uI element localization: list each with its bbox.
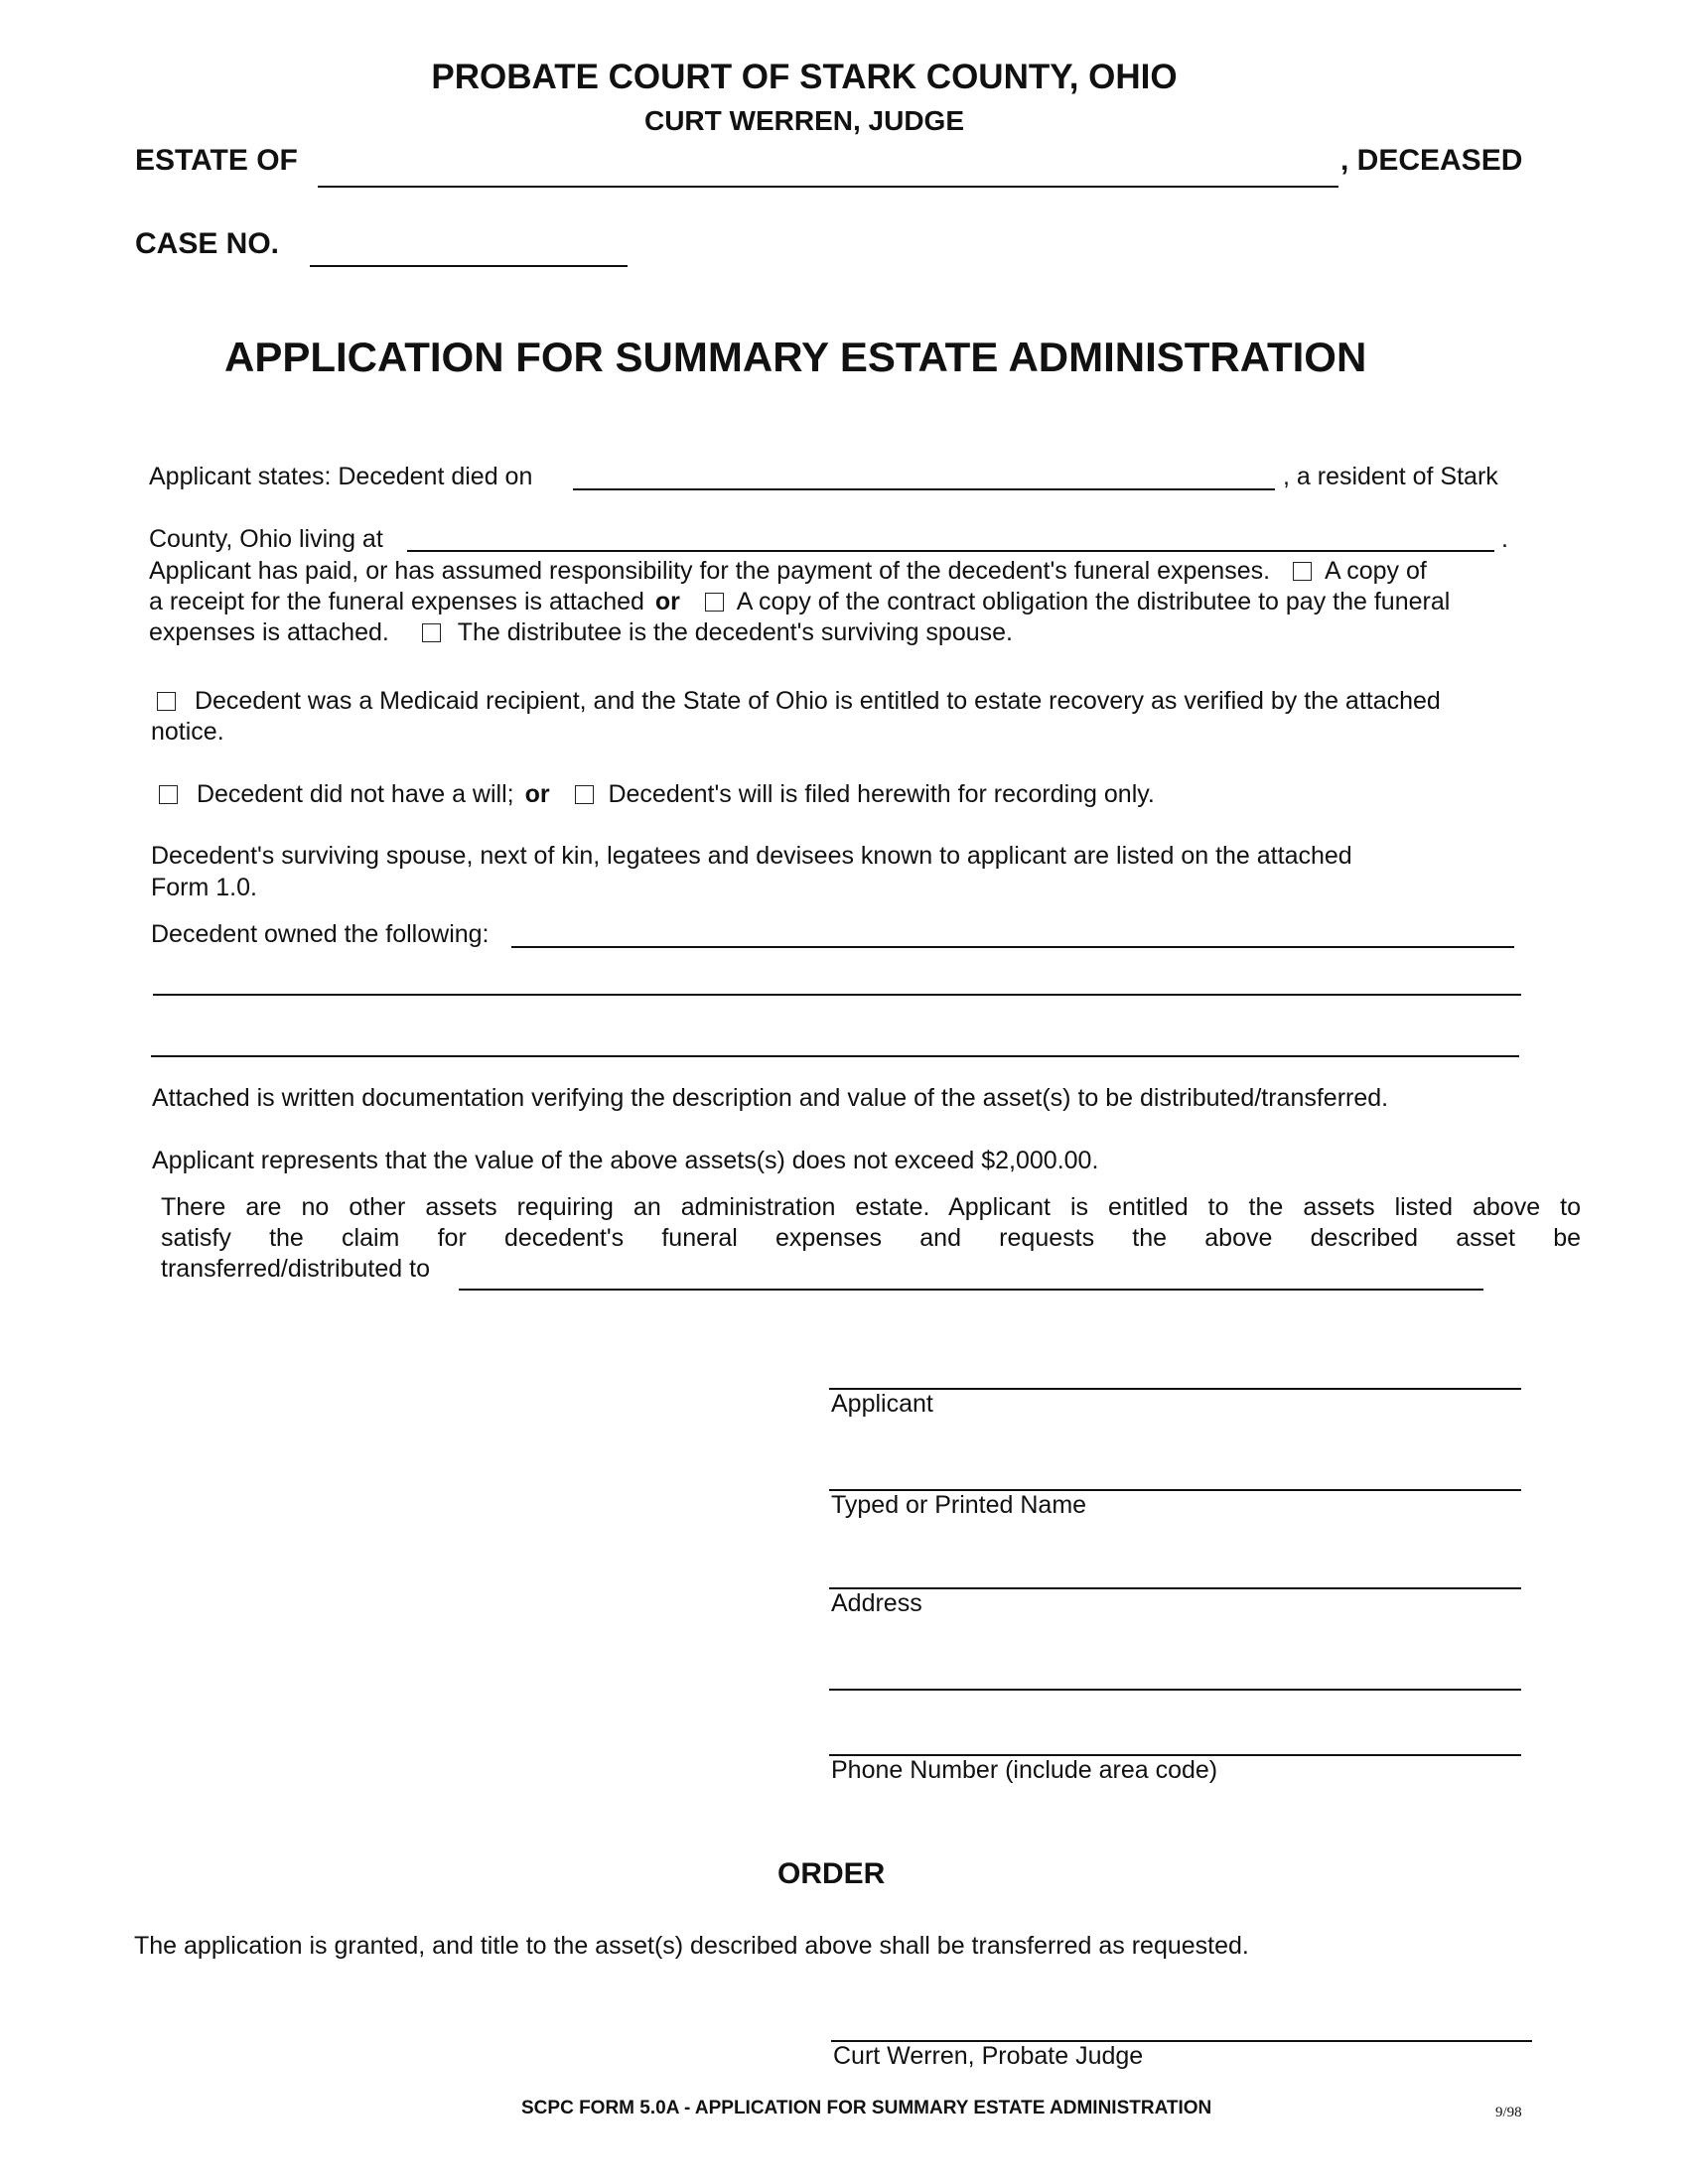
address-line-2[interactable] — [829, 1689, 1521, 1691]
medicaid-checkbox[interactable] — [157, 692, 176, 711]
form-revision: 9/98 — [1495, 2105, 1522, 2120]
applicant-label: Applicant — [831, 1390, 933, 1418]
owned-assets-field-1[interactable] — [511, 946, 1514, 948]
owned-assets-field-2[interactable] — [153, 994, 1521, 996]
estate-of-label: ESTATE OF — [135, 144, 298, 177]
form-footer-label: SCPC FORM 5.0A - APPLICATION FOR SUMMARY ESTATE ADMINISTRATION — [521, 2098, 1212, 2118]
case-no-field[interactable] — [310, 265, 628, 267]
address-line[interactable] — [829, 1587, 1521, 1589]
spouse-checkbox[interactable] — [422, 623, 441, 642]
died-on-label: Applicant states: Decedent died on — [149, 463, 533, 490]
will-filed-label: Decedent's will is filed herewith for recording only. — [608, 780, 1155, 808]
transferred-to-label: transferred/distributed to — [161, 1255, 430, 1283]
documentation-statement: Attached is written documentation verifying the description and value of the asset(s) to be distributed/transferred. — [152, 1084, 1389, 1112]
medicaid-notice: notice. — [151, 718, 224, 746]
no-will-checkbox[interactable] — [159, 785, 178, 804]
printed-name-label: Typed or Printed Name — [831, 1491, 1087, 1519]
living-at-label: County, Ohio living at — [149, 525, 383, 553]
receipt-checkbox[interactable] — [1293, 562, 1312, 581]
no-will-label: Decedent did not have a will; — [196, 780, 514, 808]
will-line — [159, 780, 1155, 809]
funeral-paid-statement: Applicant has paid, or has assumed responsibility for the payment of the decedent's funeral expenses. — [149, 557, 1271, 585]
deceased-label: , DECEASED — [1340, 144, 1523, 177]
kin-form-ref: Form 1.0. — [151, 874, 257, 901]
judge-signature-label: Curt Werren, Probate Judge — [833, 2042, 1144, 2070]
contract-option-label: A copy of the contract obligation the distributee to pay the funeral — [736, 588, 1451, 615]
receipt-line — [149, 588, 1450, 616]
transferee-field[interactable] — [459, 1289, 1483, 1291]
residence-address-field[interactable] — [407, 550, 1494, 552]
expenses-line — [149, 618, 1013, 647]
case-no-label: CASE NO. — [135, 227, 280, 260]
order-text: The application is granted, and title to the asset(s) described above shall be transferred as requested. — [134, 1932, 1249, 1960]
owned-assets-field-3[interactable] — [151, 1055, 1519, 1057]
will-filed-checkbox[interactable] — [575, 785, 594, 804]
court-name: PROBATE COURT OF STARK COUNTY, OHIO — [431, 58, 1178, 96]
order-heading: ORDER — [777, 1857, 886, 1890]
or-word: or — [654, 588, 680, 615]
kin-statement: Decedent's surviving spouse, next of kin, legatees and devisees known to applicant are listed on the attached — [151, 842, 1352, 870]
value-statement: Applicant represents that the value of the above assets(s) does not exceed $2,000.00. — [152, 1147, 1099, 1174]
address-label: Address — [831, 1589, 922, 1617]
receipt-statement: a receipt for the funeral expenses is attached — [149, 588, 644, 615]
receipt-option-label: A copy of — [1324, 557, 1427, 585]
judge-name: CURT WERREN, JUDGE — [643, 105, 964, 136]
no-assets-line-2: satisfy the claim for decedent's funeral expenses and requests the above described asset be — [161, 1224, 1581, 1252]
contract-checkbox[interactable] — [705, 593, 724, 612]
owned-label: Decedent owned the following: — [151, 920, 490, 948]
phone-label: Phone Number (include area code) — [831, 1756, 1218, 1784]
spouse-option-label: The distributee is the decedent's surviving spouse. — [457, 618, 1013, 646]
or-word-2: or — [524, 780, 550, 808]
resident-label: , a resident of Stark — [1283, 463, 1498, 490]
expenses-statement: expenses is attached. — [149, 618, 389, 646]
funeral-paid-text — [149, 557, 1427, 586]
form-title: APPLICATION FOR SUMMARY ESTATE ADMINISTRATION — [224, 334, 1367, 380]
death-date-field[interactable] — [573, 488, 1275, 490]
no-assets-line-1: There are no other assets requiring an administration estate. Applicant is entitled to the assets listed above to — [161, 1193, 1581, 1221]
address-period: . — [1501, 525, 1508, 553]
estate-of-field[interactable] — [318, 186, 1338, 188]
medicaid-statement: Decedent was a Medicaid recipient, and the State of Ohio is entitled to estate recovery as verified by the attached — [194, 687, 1441, 715]
medicaid-line — [157, 687, 1441, 716]
